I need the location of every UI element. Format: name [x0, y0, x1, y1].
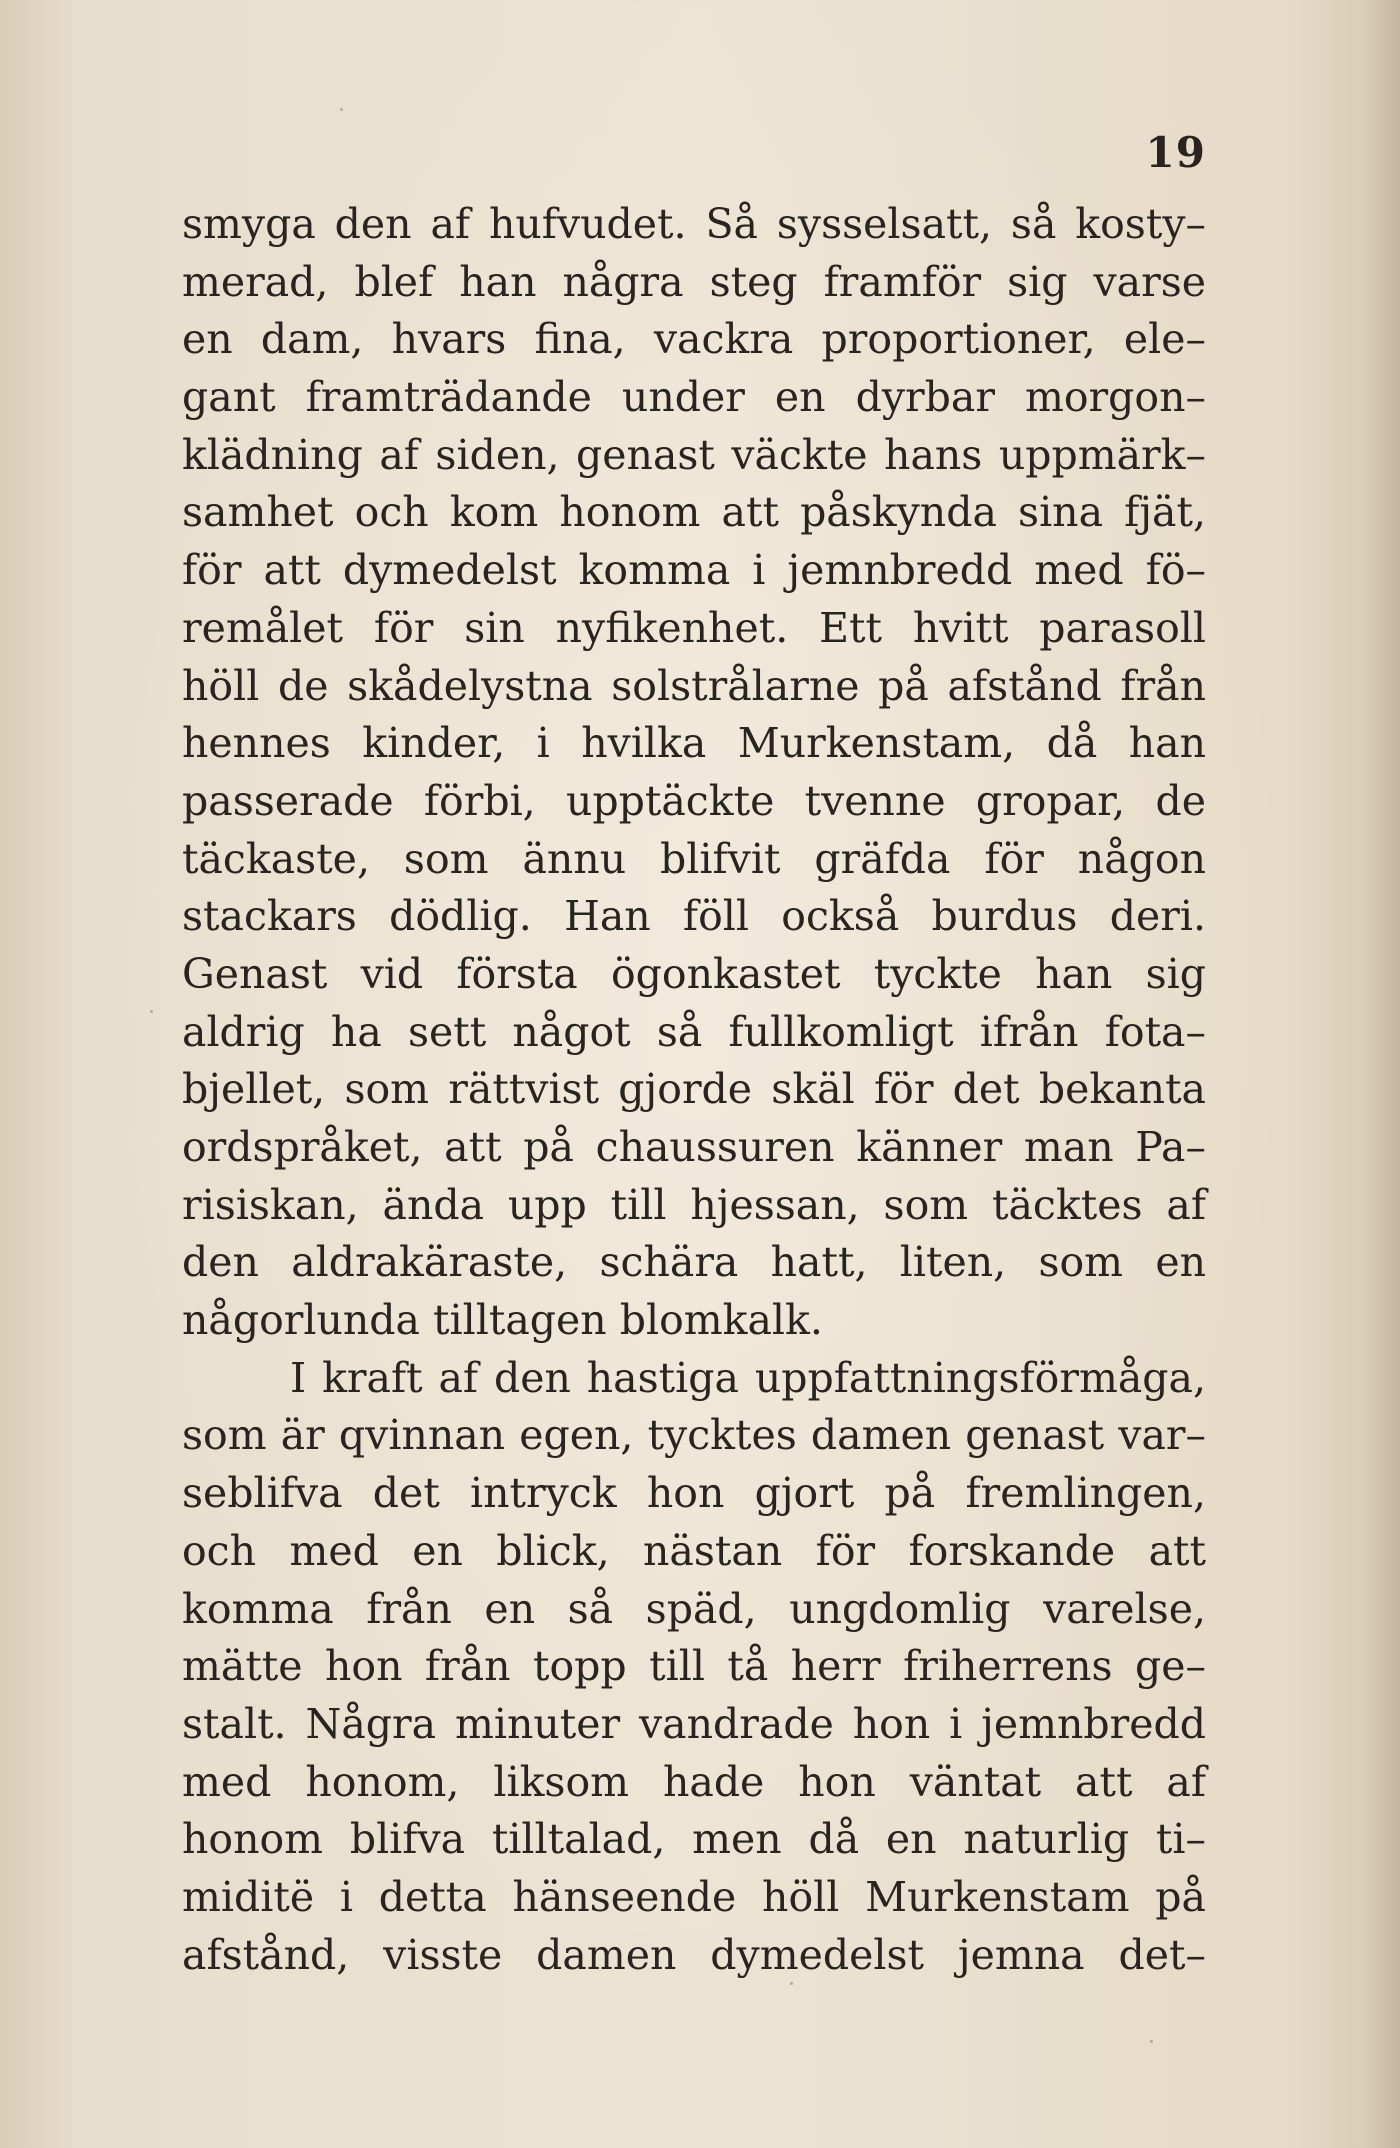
text-line: stalt. Några minuter vandrade hon i jemnbredd [182, 1699, 1206, 1748]
paper-speck [790, 1982, 793, 1985]
text-line: stackars dödlig. Han föll också burdus deri. [182, 892, 1206, 941]
text-line: aldrig ha sett något så fullkomligt ifrån fota– [182, 1007, 1206, 1056]
page-edge-shadow [1364, 0, 1400, 2148]
body-text [182, 196, 1206, 1984]
text-line: samhet och kom honom att påskynda sina fjät, [182, 488, 1206, 537]
paper-speck [340, 108, 343, 111]
text-line: Genast vid första ögonkastet tyckte han sig [182, 949, 1206, 998]
text-line: ordspråket, att på chaussuren känner man Pa– [182, 1123, 1206, 1171]
text-line: höll de skådelystna solstrålarne på afstånd från [182, 661, 1206, 710]
text-line: klädning af siden, genast väckte hans uppmärk– [182, 430, 1206, 479]
text-line: risiskan, ända upp till hjessan, som täcktes af [182, 1180, 1206, 1229]
text-line: afstånd, visste damen dymedelst jemna det– [182, 1930, 1206, 1979]
text-line: remålet för sin nyfikenhet. Ett hvitt parasoll [182, 603, 1206, 652]
text-line: merad, blef han några steg framför sig varse [182, 257, 1206, 306]
paper-speck [150, 1010, 153, 1013]
text-line: mätte hon från topp till tå herr friherrens ge– [182, 1642, 1206, 1691]
text-line: bjellet, som rättvist gjorde skäl för det bekanta [182, 1065, 1206, 1114]
paper-speck [1150, 2040, 1153, 2043]
text-line: seblifva det intryck hon gjort på fremlingen, [182, 1469, 1206, 1518]
text-line: med honom, liksom hade hon väntat att af [182, 1757, 1206, 1806]
page-number: 19 [1145, 128, 1206, 177]
text-line: komma från en så späd, ungdomlig varelse, [182, 1584, 1206, 1633]
text-line: en dam, hvars fina, vackra proportioner, ele– [182, 315, 1206, 364]
text-line: passerade förbi, upptäckte tvenne gropar, de [182, 776, 1206, 825]
text-line: för att dymedelst komma i jemnbredd med fö– [182, 546, 1206, 595]
text-line: gant framträdande under en dyrbar morgon– [182, 373, 1206, 422]
text-line: hennes kinder, i hvilka Murkenstam, då han [182, 719, 1206, 768]
text-line: smyga den af hufvudet. Så sysselsatt, så kosty– [182, 200, 1206, 248]
text-line: I kraft af den hastiga uppfattningsförmåga, [290, 1353, 1206, 1402]
text-line: täckaste, som ännu blifvit gräfda för någon [182, 834, 1206, 883]
text-line: den aldrakäraste, schära hatt, liten, som en [182, 1238, 1206, 1287]
text-line: någorlunda tilltagen blomkalk. [182, 1296, 823, 1345]
text-line: miditë i detta hänseende höll Murkenstam på [182, 1872, 1206, 1921]
text-line: som är qvinnan egen, tycktes damen genast var– [182, 1411, 1206, 1460]
text-line: och med en blick, nästan för forskande att [182, 1526, 1206, 1575]
paragraph [182, 196, 1206, 1350]
text-line: honom blifva tilltalad, men då en naturlig ti– [182, 1815, 1206, 1864]
paragraph [182, 1350, 1206, 1985]
